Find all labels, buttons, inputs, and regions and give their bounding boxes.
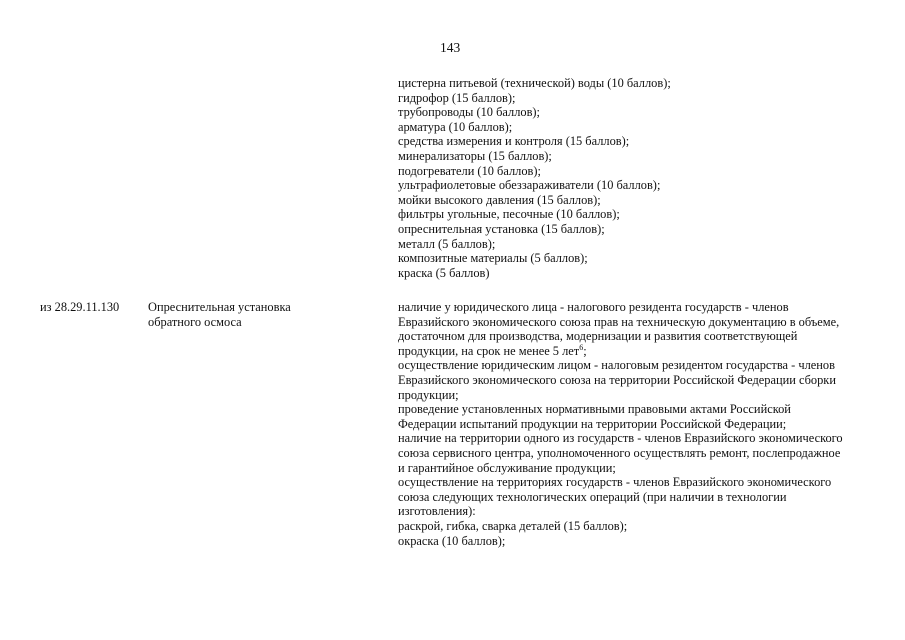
list-item: средства измерения и контроля (15 баллов); xyxy=(398,134,630,149)
list-item: гидрофор (15 баллов); xyxy=(398,90,516,105)
requirement-line: достаточном для производства, модернизации и развития соответствующей xyxy=(398,329,798,344)
continued-requirements-list xyxy=(398,76,878,280)
requirement-line: союза следующих технологических операций (при наличии в технологии xyxy=(398,489,787,504)
list-item: подогреватели (10 баллов); xyxy=(398,163,541,178)
product-code: из 28.29.11.130 xyxy=(40,300,120,314)
requirement-line: окраска (10 баллов); xyxy=(398,533,506,548)
requirement-line: осуществление на территориях государств - членов Евразийского экономического xyxy=(398,475,832,490)
list-item: трубопроводы (10 баллов); xyxy=(398,105,540,120)
list-item: минерализаторы (15 баллов); xyxy=(398,148,552,163)
list-item: композитные материалы (5 баллов); xyxy=(398,251,588,266)
requirement-line: и гарантийное обслуживание продукции; xyxy=(398,460,616,475)
requirement-line: проведение установленных нормативными правовыми актами Российской xyxy=(398,402,791,417)
requirement-line-with-footnote xyxy=(398,344,878,359)
product-name-line: Опреснительная установка xyxy=(148,300,291,314)
product-name-line: обратного осмоса xyxy=(148,314,242,329)
requirement-line: продукции, на срок не менее 5 лет xyxy=(398,343,580,358)
footnote-reference: 6 xyxy=(579,342,584,352)
list-item: ультрафиолетовые обеззараживатели (10 баллов); xyxy=(398,178,661,193)
list-item: фильтры угольные, песочные (10 баллов); xyxy=(398,207,620,222)
requirement-line: Евразийского экономического союза прав на техническую документацию в объеме, xyxy=(398,314,840,329)
list-item: цистерна питьевой (технической) воды (10 баллов); xyxy=(398,76,671,90)
requirement-line: Евразийского экономического союза на территории Российской Федерации сборки xyxy=(398,372,836,387)
requirement-line: наличие на территории одного из государств - членов Евразийского экономического xyxy=(398,431,843,446)
list-item: арматура (10 баллов); xyxy=(398,119,513,134)
footnote-suffix: ; xyxy=(583,343,587,358)
requirements-text xyxy=(398,300,878,548)
requirement-line: наличие у юридического лица - налогового резидента государств - членов xyxy=(398,300,789,314)
requirement-line: осуществление юридическим лицом - налоговым резидентом государства - членов xyxy=(398,358,835,373)
list-item: металл (5 баллов); xyxy=(398,236,496,251)
page-number: 143 xyxy=(440,40,461,55)
requirement-line: раскрой, гибка, сварка деталей (15 баллов); xyxy=(398,518,628,533)
requirement-line: изготовления): xyxy=(398,504,476,519)
requirement-line: Федерации испытаний продукции на территории Российской Федерации; xyxy=(398,416,787,431)
list-item: опреснительная установка (15 баллов); xyxy=(398,221,605,236)
requirement-line: продукции; xyxy=(398,387,459,402)
requirement-line: союза сервисного центра, уполномоченного осуществлять ремонт, послепродажное xyxy=(398,445,841,460)
list-item: краска (5 баллов) xyxy=(398,265,490,280)
list-item: мойки высокого давления (15 баллов); xyxy=(398,192,601,207)
product-name xyxy=(148,300,378,329)
